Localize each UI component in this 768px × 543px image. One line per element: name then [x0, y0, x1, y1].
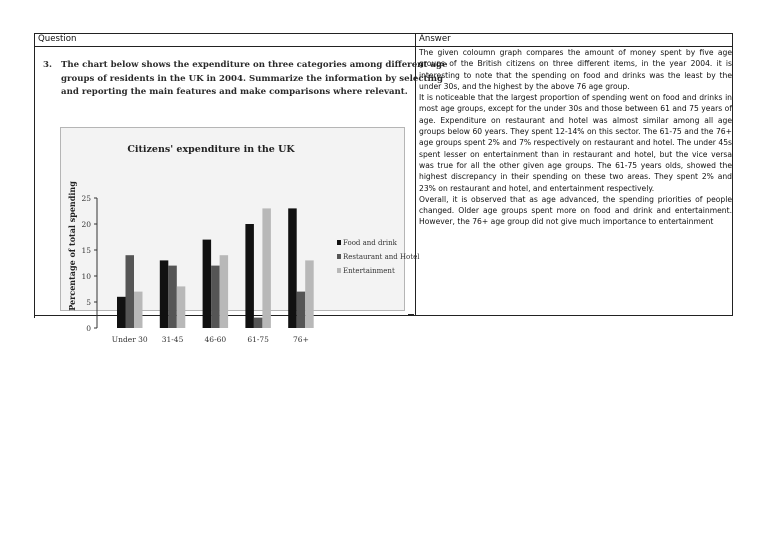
answer-text	[419, 47, 732, 228]
question-line-3: and reporting the main features and make comparisons where relevant.	[61, 87, 408, 97]
x-tick-label: 46-60	[204, 335, 227, 344]
bar-chart	[61, 128, 420, 344]
chart-title: Citizens' expenditure in the UK	[127, 144, 295, 155]
x-tick-label: 61-75	[247, 335, 269, 344]
legend-swatch-1	[337, 254, 341, 259]
answer-paragraph-1: The given coloumn graph compares the amount of money spent by five age groups of the British citizens on three different items, in the year 2004. it is interesting to note that the spending on food and drinks was the least by the under 30s, and the highest by the above 76 age group.	[419, 48, 732, 91]
bar-4-2	[305, 260, 314, 328]
question-line-2: groups of residents in the UK in 2004. Summarize the information by selecting	[61, 73, 444, 84]
y-tick-label: 0	[86, 324, 91, 333]
y-axis-label: Percentage of total spending	[67, 181, 77, 311]
legend-swatch-2	[337, 268, 341, 273]
bar-0-0	[117, 297, 126, 328]
y-tick-label: 15	[81, 246, 91, 255]
question-header: Question	[35, 34, 415, 47]
y-tick-label: 5	[86, 298, 91, 307]
x-tick-label: Under 30	[111, 335, 148, 344]
question-prompt	[43, 59, 448, 100]
bar-1-2	[177, 286, 186, 328]
answer-paragraph-2: It is noticeable that the largest proportion of spending went on food and drinks in most age groups, except for the under 30s and those between 61 and 75 years of age. Expenditure on restaurant and hotel was almost similar among all age groups below 60 years. They spent 12-14% on this sector. The 61-75 and the 76+ age groups spent 2% and 7% respectively on restaurant and hotel. The under 45s spent lesser on entertainment than in restaurant and hotel, but the vice versa was true for all the other given age groups. The 61-75 years olds, showed the highest discrepancy in their spending on these two areas. They spent 2% and 23% on restaurant and hotel, and entertainment respectively.	[419, 93, 732, 193]
qa-table	[34, 33, 733, 344]
chart-figure	[60, 127, 420, 344]
bar-3-2	[262, 208, 271, 328]
bar-1-0	[160, 260, 169, 328]
bar-0-1	[126, 255, 135, 328]
bar-0-2	[134, 292, 143, 328]
answer-header: Answer	[416, 34, 732, 47]
table-edge-mark	[408, 314, 414, 315]
y-tick-label: 10	[81, 272, 91, 281]
x-tick-label: 76+	[293, 335, 309, 344]
question-line-1: The chart below shows the expenditure on three categories among different age	[61, 60, 448, 70]
bar-2-0	[203, 240, 212, 328]
legend-label-2: Entertainment	[343, 267, 395, 275]
table-corner-mark	[34, 312, 35, 318]
answer-paragraph-3: Overall, it is observed that as age advanced, the spending priorities of people changed. Older age groups spent more on food and drink and entertainment. However, the 76+ age group did not give much importance to entertainment	[419, 194, 732, 227]
bar-1-1	[168, 266, 177, 328]
bar-3-1	[254, 318, 263, 328]
y-tick-label: 20	[81, 220, 91, 229]
x-tick-label: 31-45	[161, 335, 184, 344]
bar-4-0	[288, 208, 297, 328]
answer-column	[416, 34, 732, 315]
bar-2-2	[220, 255, 229, 328]
legend-label-0: Food and drink	[343, 239, 397, 247]
bar-3-0	[245, 224, 254, 328]
legend-label-1: Restaurant and Hotel	[343, 253, 420, 261]
legend-swatch-0	[337, 240, 341, 245]
bar-4-1	[297, 292, 306, 328]
chart-plot-area	[81, 194, 420, 344]
question-number: 3.	[43, 60, 52, 70]
y-tick-label: 25	[81, 194, 91, 203]
bar-2-1	[211, 266, 220, 328]
